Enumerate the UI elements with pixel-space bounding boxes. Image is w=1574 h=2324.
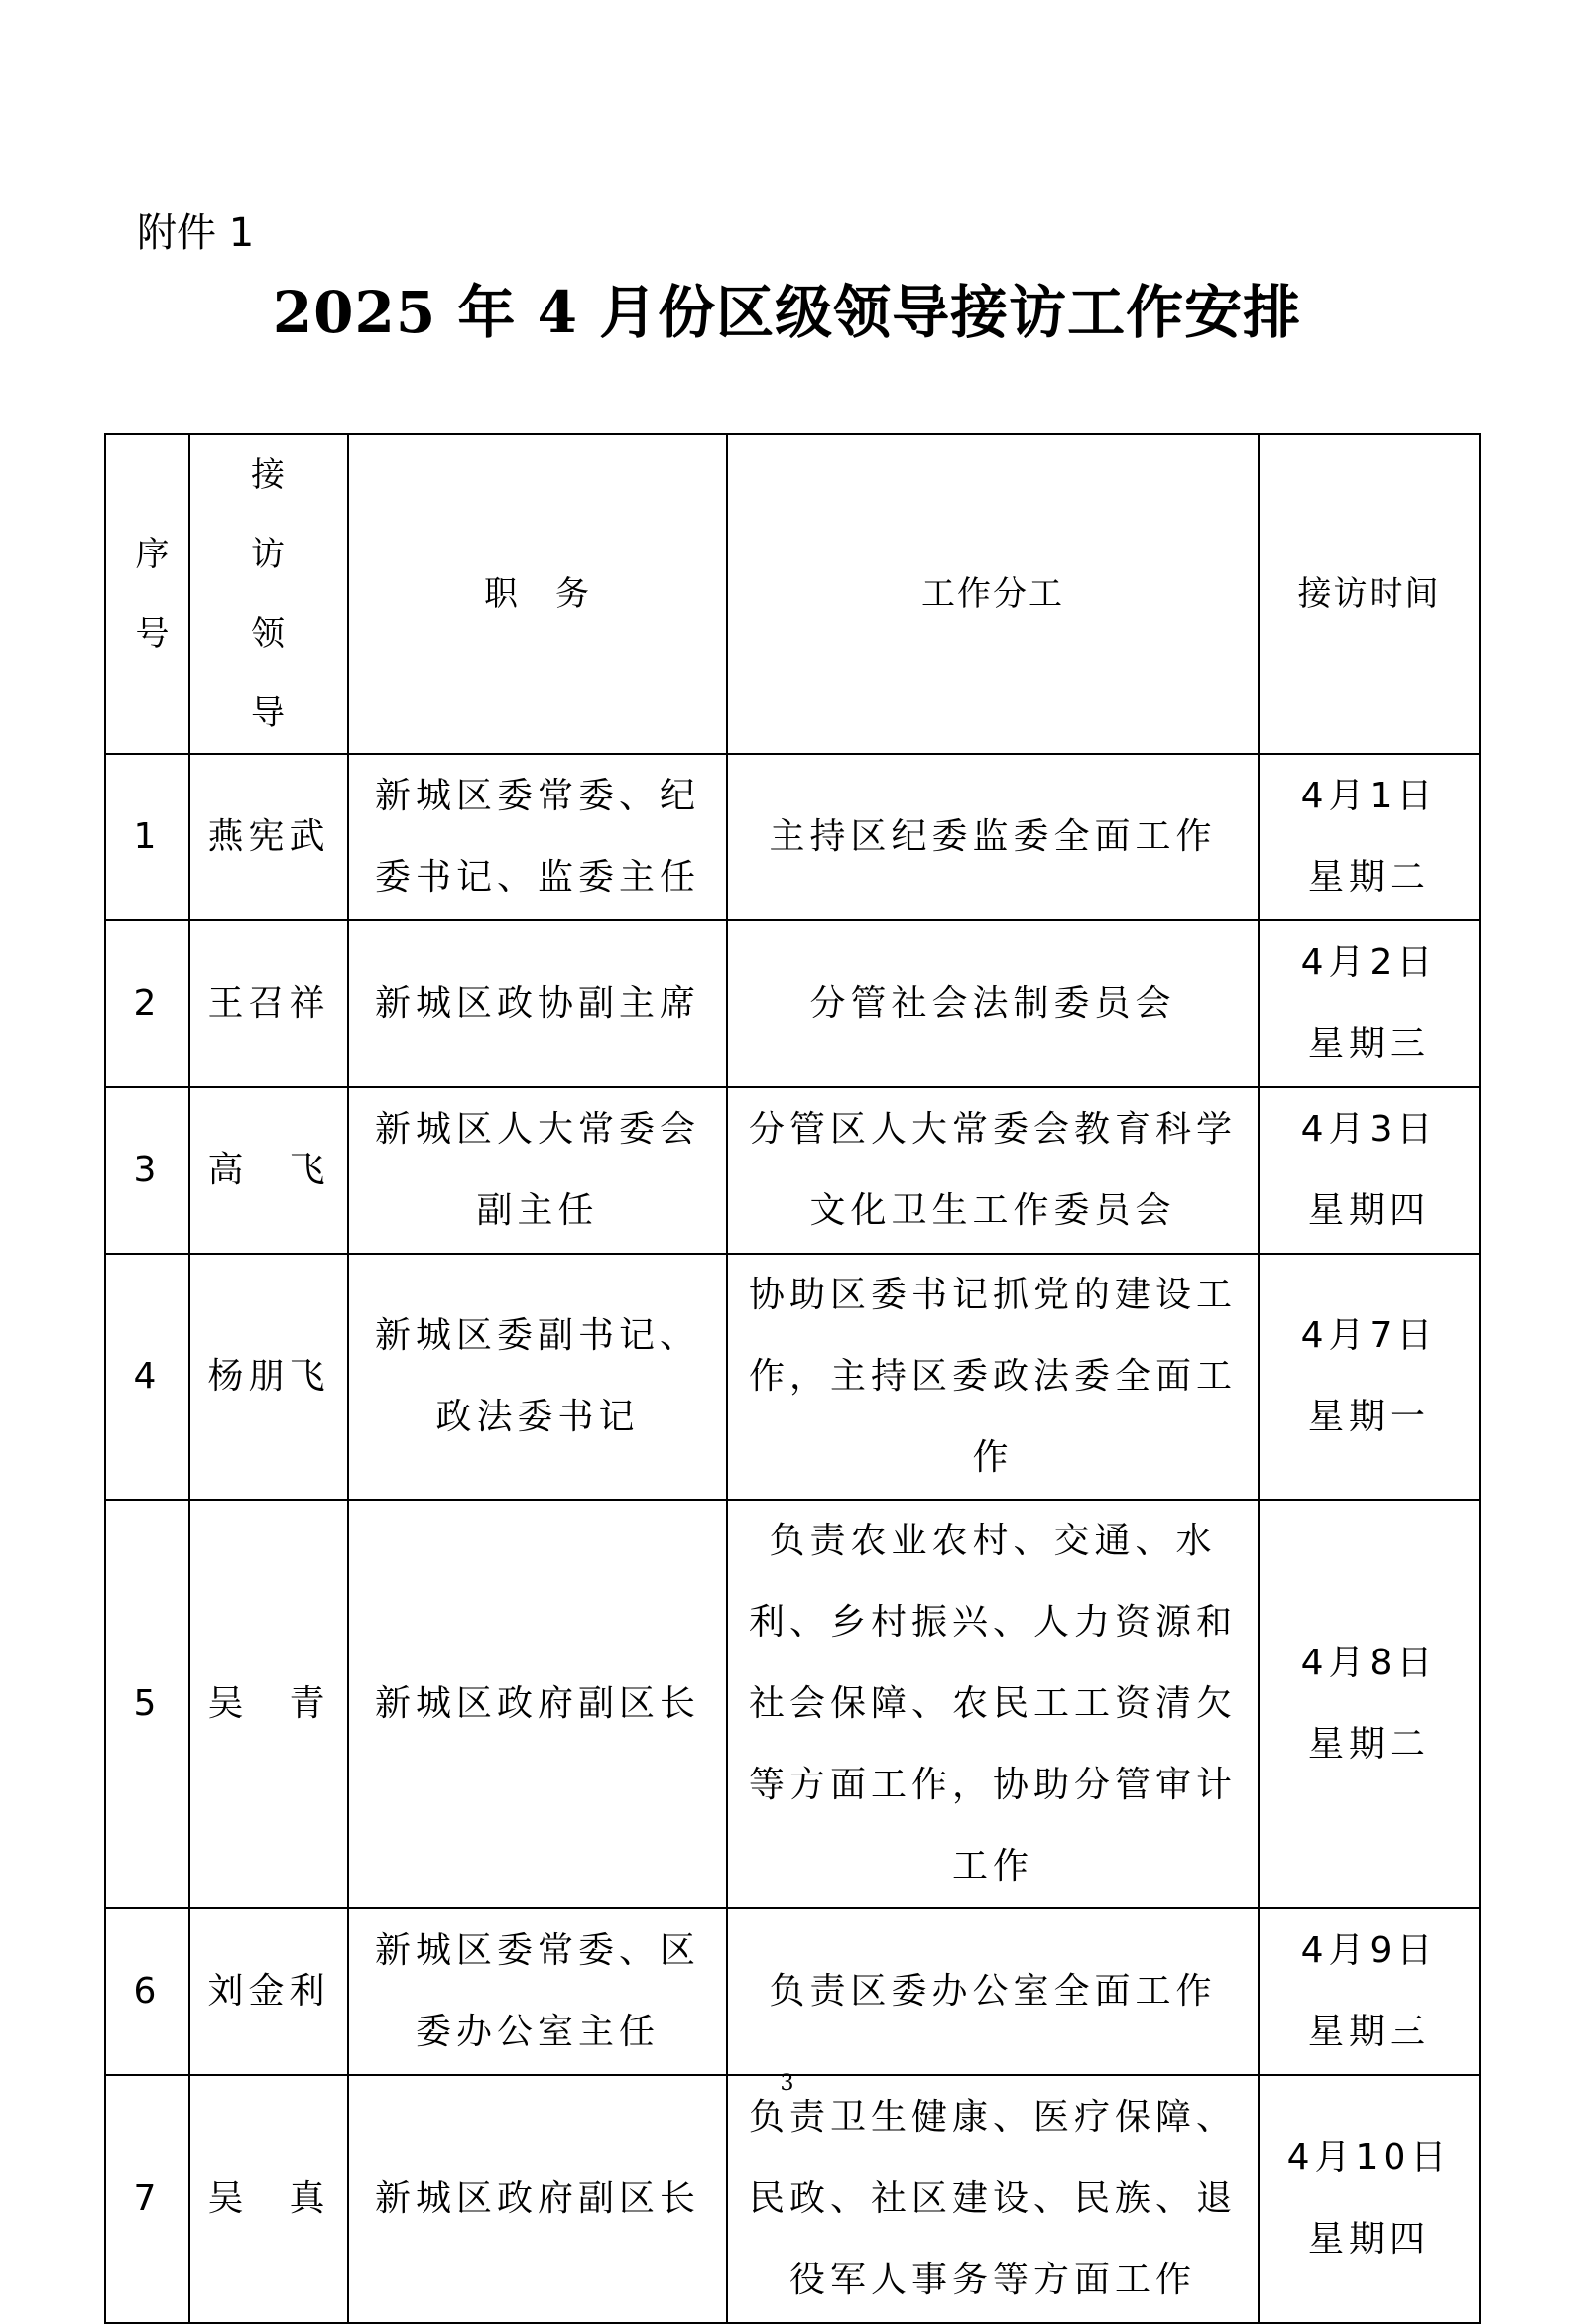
- row-index: 5: [105, 1500, 189, 1908]
- row-index: 2: [105, 920, 189, 1087]
- header-duty: 工作分工: [727, 434, 1259, 754]
- row-duty: 分管社会法制委员会: [727, 920, 1259, 1087]
- row-weekday: 星期三: [1307, 1024, 1430, 1064]
- row-date: 4月10日: [1286, 2138, 1452, 2178]
- header-leader: 接访领导: [189, 434, 348, 754]
- row-time: [1259, 1087, 1480, 1254]
- document-title: 2025 年 4 月份区级领导接访工作安排: [272, 279, 1302, 346]
- row-weekday: 星期二: [1307, 857, 1430, 898]
- row-index: 6: [105, 1908, 189, 2075]
- row-index: 4: [105, 1254, 189, 1500]
- row-weekday: 星期二: [1307, 1724, 1430, 1765]
- row-leader: 刘金利: [189, 1908, 348, 2075]
- row-index: 7: [105, 2075, 189, 2323]
- table-row: [105, 1254, 1480, 1500]
- row-post: 新城区委常委、区委办公室主任: [348, 1908, 727, 2075]
- row-date: 4月1日: [1300, 776, 1438, 816]
- header-index: 序号: [105, 434, 189, 754]
- row-weekday: 星期四: [1307, 2219, 1430, 2260]
- row-post: 新城区政府副区长: [348, 1500, 727, 1908]
- row-duty: 负责区委办公室全面工作: [727, 1908, 1259, 2075]
- row-leader: 吴 真: [189, 2075, 348, 2323]
- row-date: 4月2日: [1300, 942, 1438, 983]
- row-post: 新城区政府副区长: [348, 2075, 727, 2323]
- row-leader: 燕宪武: [189, 754, 348, 920]
- row-time: [1259, 754, 1480, 920]
- row-time: [1259, 1500, 1480, 1908]
- table-header-row: [105, 434, 1480, 754]
- row-date: 4月3日: [1300, 1109, 1438, 1150]
- row-duty: 主持区纪委监委全面工作: [727, 754, 1259, 920]
- row-duty: 负责农业农村、交通、水利、乡村振兴、人力资源和社会保障、农民工工资清欠等方面工作，协助分管审计工作: [727, 1500, 1259, 1908]
- row-index: 3: [105, 1087, 189, 1254]
- table-row: [105, 2075, 1480, 2323]
- page-number: 3: [780, 2071, 794, 2096]
- table-row: [105, 1500, 1480, 1908]
- table-row: [105, 1087, 1480, 1254]
- reception-schedule-table: [104, 433, 1481, 2324]
- row-leader: 杨朋飞: [189, 1254, 348, 1500]
- attachment-label: 附件 1: [137, 210, 255, 256]
- row-post: 新城区委副书记、政法委书记: [348, 1254, 727, 1500]
- row-time: [1259, 1254, 1480, 1500]
- row-duty: 协助区委书记抓党的建设工作，主持区委政法委全面工作: [727, 1254, 1259, 1500]
- row-time: [1259, 1908, 1480, 2075]
- row-post: 新城区政协副主席: [348, 920, 727, 1087]
- row-leader: 吴 青: [189, 1500, 348, 1908]
- table-row: [105, 1908, 1480, 2075]
- row-date: 4月7日: [1300, 1315, 1438, 1356]
- row-leader: 王召祥: [189, 920, 348, 1087]
- row-post: 新城区委常委、纪委书记、监委主任: [348, 754, 727, 920]
- row-weekday: 星期四: [1307, 1190, 1430, 1231]
- row-date: 4月8日: [1300, 1643, 1438, 1683]
- header-post: 职 务: [348, 434, 727, 754]
- row-leader: 高 飞: [189, 1087, 348, 1254]
- row-post: 新城区人大常委会副主任: [348, 1087, 727, 1254]
- row-date: 4月9日: [1300, 1930, 1438, 1971]
- row-time: [1259, 2075, 1480, 2323]
- header-time: 接访时间: [1259, 434, 1480, 754]
- table-row: [105, 920, 1480, 1087]
- row-duty: 分管区人大常委会教育科学文化卫生工作委员会: [727, 1087, 1259, 1254]
- row-index: 1: [105, 754, 189, 920]
- row-weekday: 星期一: [1307, 1397, 1430, 1437]
- row-time: [1259, 920, 1480, 1087]
- row-weekday: 星期三: [1307, 2012, 1430, 2052]
- table-row: [105, 754, 1480, 920]
- row-duty: 负责卫生健康、医疗保障、民政、社区建设、民族、退役军人事务等方面工作: [727, 2075, 1259, 2323]
